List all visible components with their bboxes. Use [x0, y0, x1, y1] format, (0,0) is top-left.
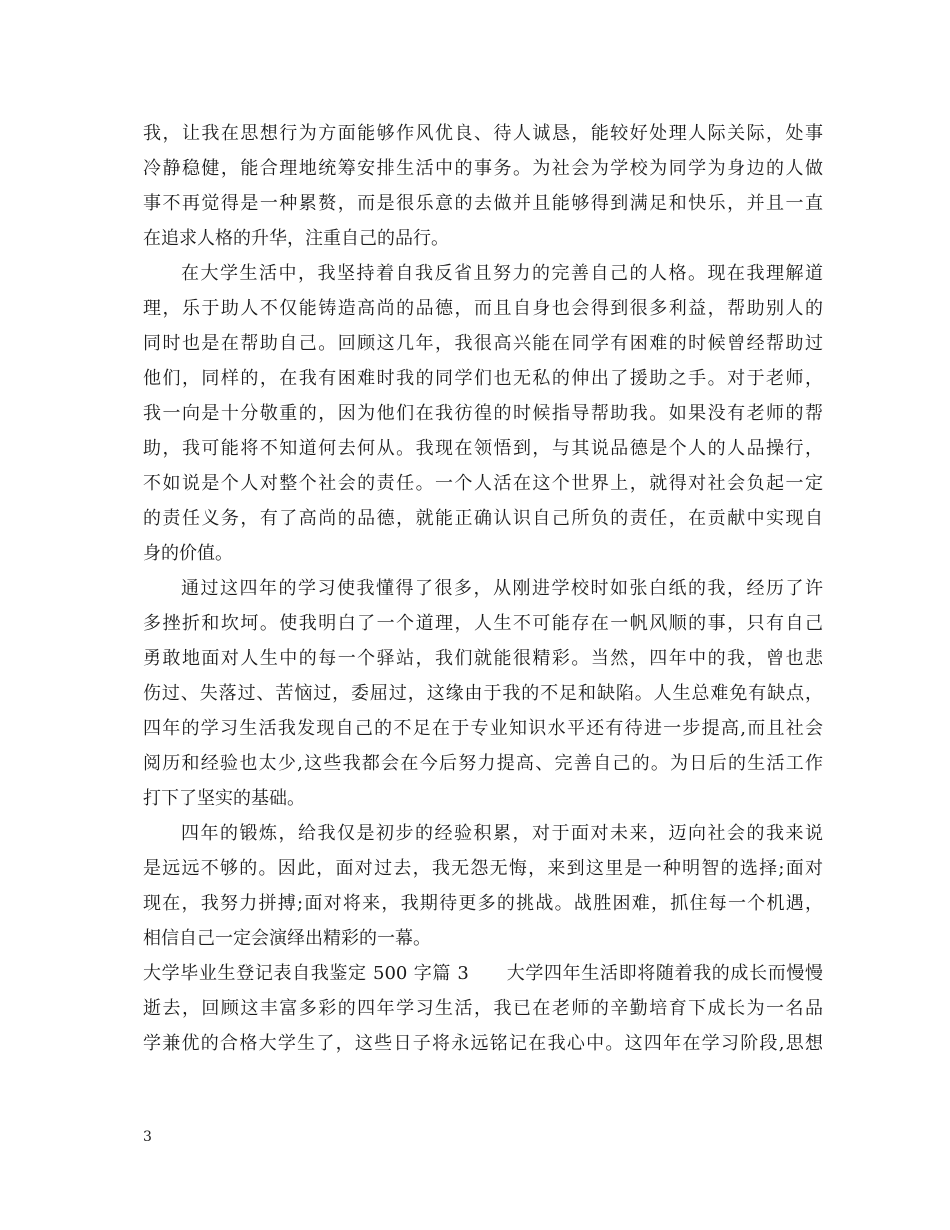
paragraph	[143, 956, 823, 1061]
text-line: 四年的锻炼，给我仅是初步的经验积累，对于面对未来，迈向社会的我来说	[181, 823, 823, 844]
text-line: 是远远不够的。因此，面对过去，我无怨无悔，来到这里是一种明智的选择;面对	[143, 858, 823, 879]
text-line: 的责任义务，有了高尚的品德，就能正确认识自己所负的责任，在贡献中实现自	[143, 508, 823, 529]
text-line: 不如说是个人对整个社会的责任。一个人活在这个世界上，就得对社会负起一定	[143, 473, 823, 494]
paragraph	[143, 816, 823, 956]
text-line: 通过这四年的学习使我懂得了很多，从刚进学校时如张白纸的我，经历了许	[181, 578, 823, 599]
text-line: 大学毕业生登记表自我鉴定 500 字篇 3 大学四年生活即将随着我的成长而慢慢	[143, 963, 823, 984]
text-line: 他们，同样的，在我有困难时我的同学们也无私的伸出了援助之手。对于老师，	[143, 368, 823, 389]
paragraph	[143, 116, 823, 256]
text-line: 同时也是在帮助自己。回顾这几年，我很高兴能在同学有困难的时候曾经帮助过	[143, 333, 823, 354]
text-line: 现在，我努力拼搏;面对将来，我期待更多的挑战。战胜困难，抓住每一个机遇，	[143, 893, 823, 914]
text-line: 我一向是十分敬重的，因为他们在我彷徨的时候指导帮助我。如果没有老师的帮	[143, 403, 823, 424]
paragraph	[143, 256, 823, 571]
text-line: 在追求人格的升华，注重自己的品行。	[143, 228, 449, 249]
text-line: 冷静稳健，能合理地统筹安排生活中的事务。为社会为学校为同学为身边的人做	[143, 158, 823, 179]
text-line: 逝去，回顾这丰富多彩的四年学习生活，我已在老师的辛勤培育下成长为一名品	[143, 998, 823, 1019]
text-line: 身的价值。	[143, 543, 233, 564]
text-line: 在大学生活中，我坚持着自我反省且努力的完善自己的人格。现在我理解道	[181, 263, 823, 284]
text-line: 阅历和经验也太少,这些我都会在今后努力提高、完善自己的。为日后的生活工作	[143, 753, 823, 774]
text-line: 我，让我在思想行为方面能够作风优良、待人诚恳，能较好处理人际关际，处事	[143, 123, 823, 144]
page-number: 3	[143, 1129, 152, 1145]
text-line: 理，乐于助人不仅能铸造高尚的品德，而且自身也会得到很多利益，帮助别人的	[143, 298, 823, 319]
text-line: 伤过、失落过、苦恼过，委屈过，这缘由于我的不足和缺陷。人生总难免有缺点，	[143, 683, 823, 704]
text-line: 多挫折和坎坷。使我明白了一个道理，人生不可能存在一帆风顺的事，只有自己	[143, 613, 823, 634]
text-line: 四年的学习生活我发现自己的不足在于专业知识水平还有待进一步提高,而且社会	[143, 718, 823, 739]
text-line: 助，我可能将不知道何去何从。我现在领悟到，与其说品德是个人的人品操行，	[143, 438, 823, 459]
document-body	[143, 116, 823, 1061]
text-line: 相信自己一定会演绎出精彩的一幕。	[143, 928, 431, 949]
text-line: 学兼优的合格大学生了，这些日子将永远铭记在我心中。这四年在学习阶段,思想	[143, 1033, 823, 1054]
paragraph	[143, 571, 823, 816]
text-line: 事不再觉得是一种累赘，而是很乐意的去做并且能够得到满足和快乐，并且一直	[143, 193, 823, 214]
text-line: 打下了坚实的基础。	[143, 788, 305, 809]
text-line: 勇敢地面对人生中的每一个驿站，我们就能很精彩。当然，四年中的我，曾也悲	[143, 648, 823, 669]
